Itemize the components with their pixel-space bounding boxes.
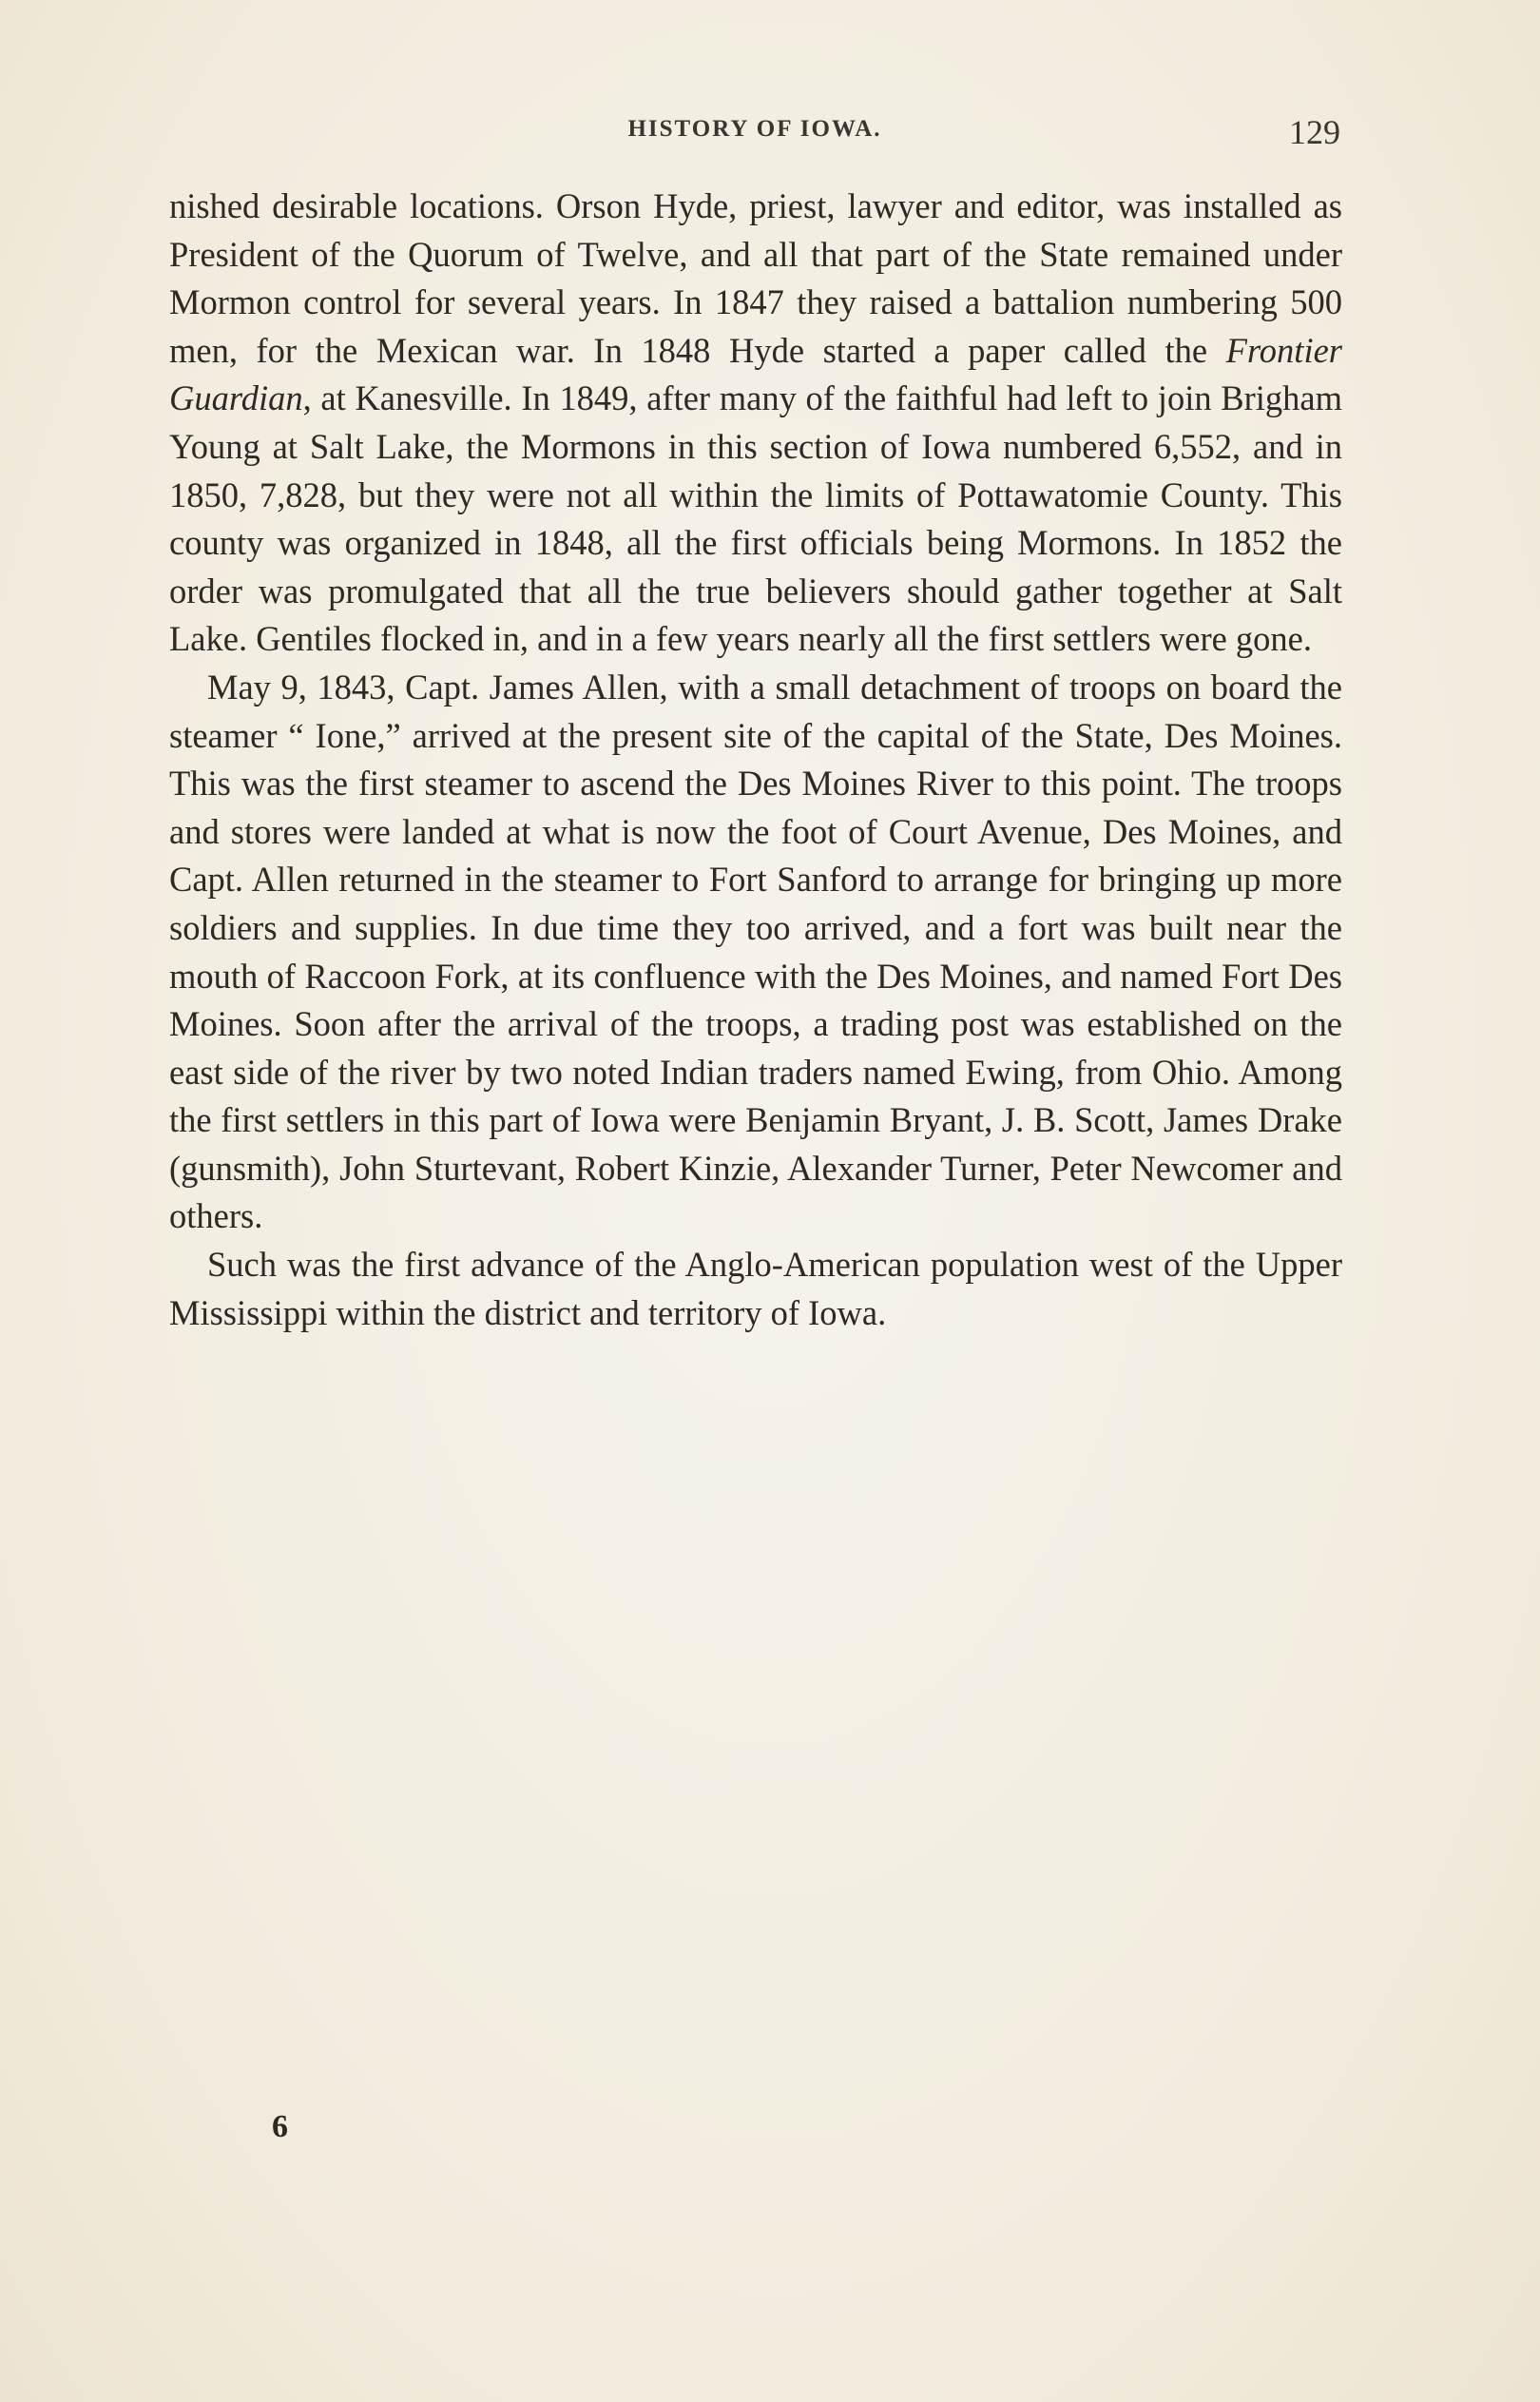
paragraph-fort-des-moines — [169, 664, 1342, 1241]
text-run: May 9, 1843, Capt. James Allen, with a small detachment of troops on board the steamer “ Ione,” arrived at the present site of the capital of the State, Des Moines. This was the first steamer to ascend the Des Moines River to this point. The troops and stores were landed at what is now the foot of Court Avenue, Des Moines, and Capt. Allen returned in the steamer to Fort Sanford to arrange for bringing up more soldiers and supplies. In due time they too arrived, and a fort was built near the mouth of Raccoon Fork, at its confluence with the Des Moines, and named Fort Des Moines. Soon after the arrival of the troops, a trading post was established on the east side of the river by two noted Indian traders named Ewing, from Ohio. Among the first settlers in this part of Iowa were Benjamin Bryant, J. B. Scott, James Drake (gunsmith), John Sturtevant, Robert Kinzie, Alexander Turner, Peter Newcomer and others. — [169, 667, 1342, 1236]
running-head — [169, 113, 1340, 154]
paragraph-conclusion — [169, 1241, 1342, 1337]
signature-mark: 6 — [272, 2109, 288, 2144]
paragraph-mormon-settlement — [169, 183, 1342, 664]
text-run: Such was the first advance of the Anglo-American population west of the Upper Mississippi within the district and territory of Iowa. — [169, 1245, 1342, 1332]
newspaper-title: Frontier Guardian — [169, 330, 1342, 418]
text-run: nished desirable locations. Orson Hyde, priest, lawyer and editor, was installed as President of the Quorum of Twelve, and all that part of the State remained under Mormon control for several years. In 1847 they raised a battalion numbering 500 men, for the Mexican war. In 1848 Hyde started a paper called the — [169, 186, 1342, 370]
text-run: , at Kanesville. In 1849, after many of the faithful had left to join Brigham Young at Salt Lake, the Mormons in this section of Iowa numbered 6,552, and in 1850, 7,828, but they were not all within the limits of Pottawatomie County. This county was organized in 1848, all the first officials being Mormons. In 1852 the order was promulgated that all the true believers should gather together at Salt Lake. Gentiles flocked in, and in a few years nearly all the first settlers were gone. — [169, 378, 1342, 659]
body-text — [169, 183, 1342, 1337]
running-title: HISTORY OF IOWA. — [627, 116, 882, 142]
page-number: 129 — [1289, 113, 1340, 151]
